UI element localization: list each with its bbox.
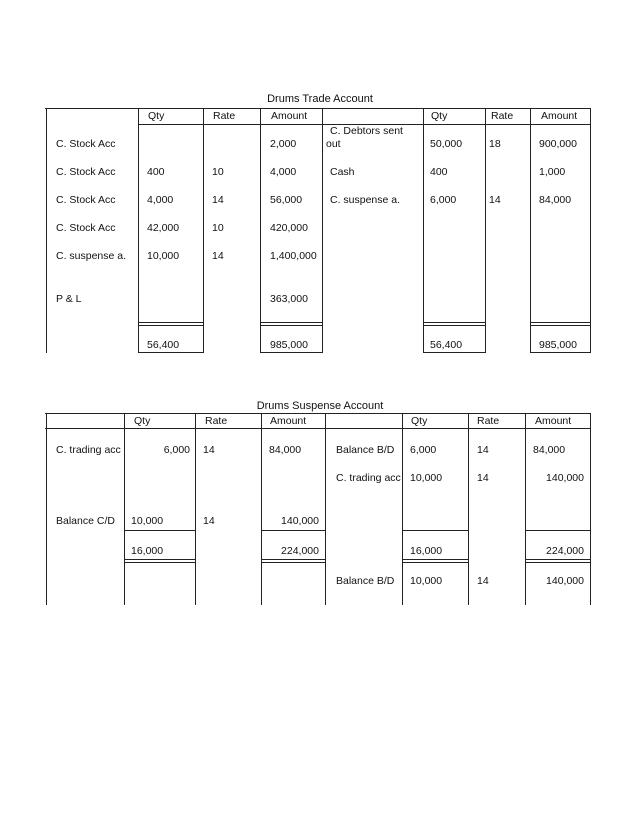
trade-total-rule (138, 325, 204, 326)
row-label: out (326, 138, 341, 150)
row-amount: 363,000 (270, 293, 308, 305)
trade-total-amount: 985,000 (270, 339, 308, 351)
suspense-account-title: Drums Suspense Account (256, 400, 384, 412)
row-label: C. trading acc (336, 472, 401, 484)
trade-bottom-rule (260, 352, 323, 353)
suspense-total-qty: 16,000 (131, 545, 164, 557)
suspense-col-line (261, 413, 262, 605)
suspense-left-edge (46, 413, 47, 605)
trade-total-rule (423, 322, 486, 323)
row-rate: 14 (212, 194, 224, 206)
row-amount: 140,000 (281, 515, 319, 527)
suspense-header-rule (45, 428, 591, 429)
row-qty: 6,000 (430, 194, 457, 206)
row-qty: 42,000 (147, 222, 180, 234)
row-qty: 400 (430, 166, 448, 178)
trade-right-edge (590, 108, 591, 353)
row-amount: 900,000 (539, 138, 577, 150)
trade-total-rule (260, 322, 323, 323)
row-qty: 6,000 (163, 444, 190, 456)
row-amount: 2,000 (270, 138, 297, 150)
suspense-total-rule (261, 530, 326, 531)
row-qty: 10,000 (131, 515, 164, 527)
trade-header-rate: Rate (213, 110, 236, 122)
trade-bottom-rule (423, 352, 486, 353)
row-rate: 14 (477, 575, 489, 587)
suspense-total-rule (124, 530, 196, 531)
trade-header-amount: Amount (271, 110, 308, 122)
suspense-header-rate: Rate (477, 415, 500, 427)
suspense-total-rule (525, 530, 591, 531)
suspense-right-edge (590, 413, 591, 605)
row-amount: 56,000 (270, 194, 303, 206)
row-rate: 14 (477, 472, 489, 484)
row-label: Cash (330, 166, 355, 178)
trade-total-qty: 56,400 (430, 339, 463, 351)
row-qty: 50,000 (430, 138, 463, 150)
suspense-top-rule (45, 413, 591, 414)
suspense-total-qty: 16,000 (410, 545, 443, 557)
suspense-double-rule (402, 562, 469, 563)
suspense-double-rule (124, 559, 196, 560)
suspense-total-rule (402, 530, 469, 531)
suspense-double-rule (124, 562, 196, 563)
trade-total-rule (530, 322, 591, 323)
suspense-col-line (325, 413, 326, 605)
trade-col-line (203, 108, 204, 353)
row-qty: 10,000 (147, 250, 180, 262)
row-amount: 140,000 (546, 575, 584, 587)
row-label: C. Stock Acc (56, 222, 116, 234)
suspense-header-qty: Qty (134, 415, 151, 427)
trade-top-rule (45, 108, 591, 109)
row-amount: 140,000 (546, 472, 584, 484)
row-qty: 400 (147, 166, 165, 178)
row-amount: 84,000 (269, 444, 302, 456)
row-label: C. trading acc (56, 444, 121, 456)
row-label: Balance B/D (336, 575, 395, 587)
suspense-double-rule (525, 562, 591, 563)
suspense-double-rule (402, 559, 469, 560)
trade-total-rule (530, 325, 591, 326)
trade-header-qty: Qty (431, 110, 448, 122)
row-amount: 1,000 (539, 166, 566, 178)
row-amount: 4,000 (270, 166, 297, 178)
suspense-col-line (468, 413, 469, 605)
row-label: Balance C/D (56, 515, 115, 527)
trade-col-line (322, 108, 323, 353)
trade-left-edge (46, 108, 47, 353)
trade-account-title: Drums Trade Account (267, 93, 373, 105)
row-qty: 4,000 (147, 194, 174, 206)
row-rate: 14 (203, 444, 215, 456)
suspense-double-rule (261, 559, 326, 560)
row-label: C. Stock Acc (56, 138, 116, 150)
row-amount: 84,000 (539, 194, 572, 206)
trade-col-line (423, 108, 424, 353)
trade-total-qty: 56,400 (147, 339, 180, 351)
trade-total-amount: 985,000 (539, 339, 577, 351)
trade-col-line (485, 108, 486, 353)
row-rate: 18 (489, 138, 501, 150)
row-label: P & L (56, 293, 82, 305)
trade-header-qty: Qty (148, 110, 165, 122)
trade-total-rule (423, 325, 486, 326)
row-label: Balance B/D (336, 444, 395, 456)
row-rate: 14 (477, 444, 489, 456)
suspense-total-amount: 224,000 (546, 545, 584, 557)
row-amount: 1,400,000 (270, 250, 317, 262)
trade-bottom-rule (530, 352, 591, 353)
trade-header-amount: Amount (541, 110, 578, 122)
trade-col-line (138, 108, 139, 353)
trade-total-rule (260, 325, 323, 326)
trade-total-rule (138, 322, 204, 323)
row-label: C. Stock Acc (56, 166, 116, 178)
row-rate: 14 (203, 515, 215, 527)
suspense-col-line (195, 413, 196, 605)
row-label: C. Stock Acc (56, 194, 116, 206)
row-qty: 6,000 (410, 444, 437, 456)
row-rate: 10 (212, 166, 224, 178)
trade-bottom-rule (138, 352, 204, 353)
suspense-total-amount: 224,000 (281, 545, 319, 557)
suspense-double-rule (525, 559, 591, 560)
row-label: C. Debtors sent (330, 125, 403, 137)
suspense-col-line (124, 413, 125, 605)
suspense-header-amount: Amount (270, 415, 307, 427)
suspense-header-qty: Qty (411, 415, 428, 427)
row-amount: 420,000 (270, 222, 308, 234)
row-qty: 10,000 (410, 472, 443, 484)
row-label: C. suspense a. (330, 194, 401, 206)
suspense-double-rule (261, 562, 326, 563)
trade-col-line (260, 108, 261, 353)
row-rate: 14 (212, 250, 224, 262)
row-rate: 10 (212, 222, 224, 234)
row-amount: 84,000 (533, 444, 566, 456)
suspense-header-rate: Rate (205, 415, 228, 427)
row-rate: 14 (489, 194, 501, 206)
row-label: C. suspense a. (56, 250, 127, 262)
trade-header-rate: Rate (491, 110, 514, 122)
suspense-header-amount: Amount (535, 415, 572, 427)
suspense-col-line (402, 413, 403, 605)
trade-col-line (530, 108, 531, 353)
row-qty: 10,000 (410, 575, 443, 587)
